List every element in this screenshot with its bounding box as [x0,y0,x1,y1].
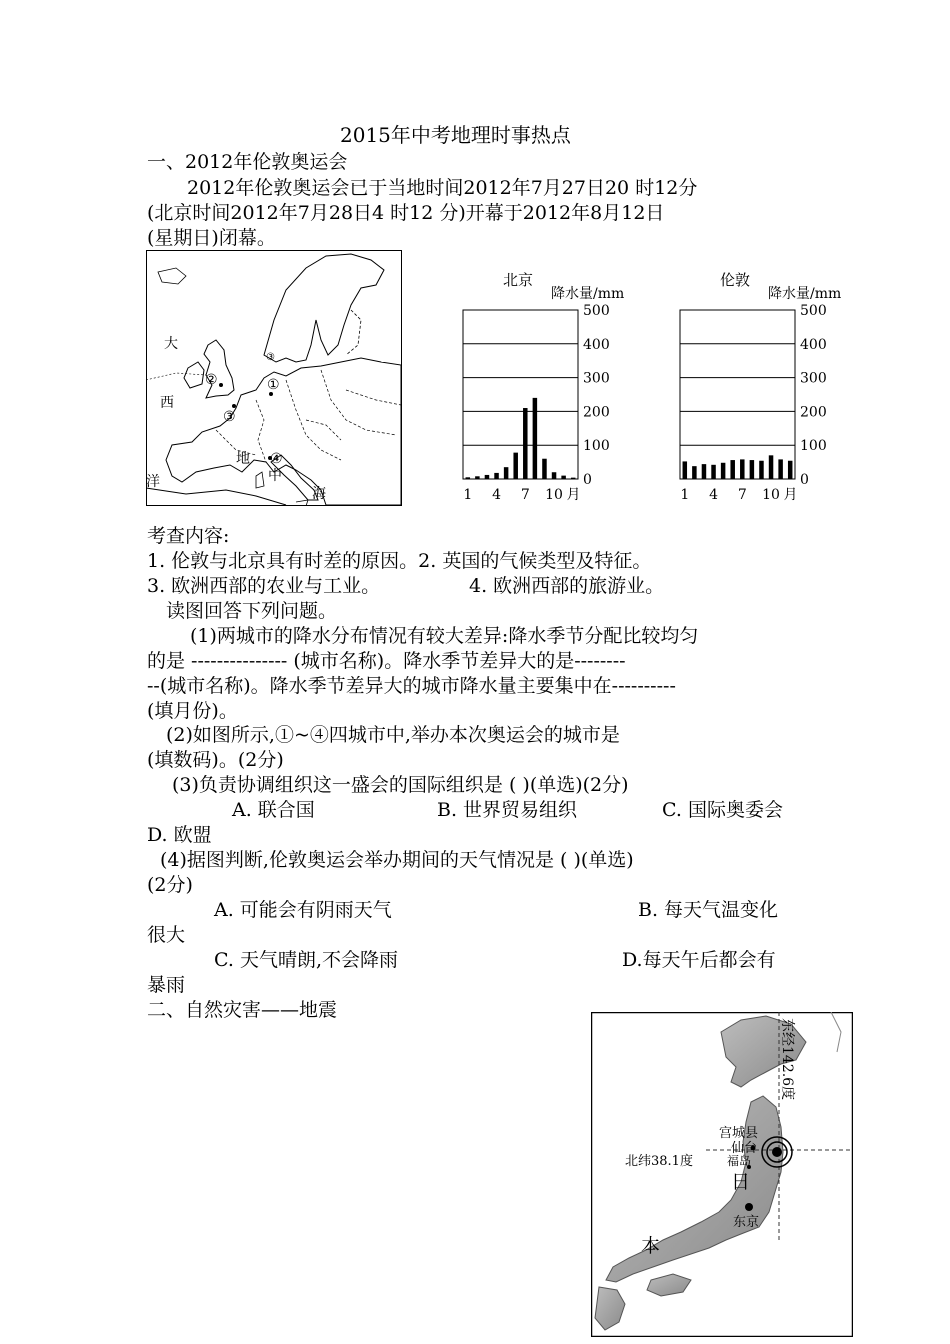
london-chart-title: 伦敦 [720,271,751,289]
beijing-chart-ytick: 100 [583,438,610,455]
beijing-chart-ytick: 400 [583,336,610,353]
beijing-chart-ytick: 200 [583,404,610,421]
map-label-xi: 西 [160,395,174,411]
beijing-chart-bar [485,475,490,479]
london-chart-ytick: 300 [800,370,827,387]
longitude-label: 东经142.6度 [779,1018,795,1101]
london-chart-xtick: 7 [737,487,747,503]
q3-option-a: A. 联合国 [232,799,315,821]
q2-line-1: (2)如图所示,①~④四城市中,举办本次奥运会的城市是 [166,724,620,746]
instruction: 读图回答下列问题。 [166,600,338,622]
map-label-yang: 洋 [146,474,160,490]
q2-line-2: (填数码)。(2分) [147,749,284,771]
london-chart-ytick: 500 [800,303,827,319]
page-title: 2015年中考地理时事热点 [340,123,571,147]
intro-line-1: 2012年伦敦奥运会已于当地时间2012年7月27日20 时12分 [187,177,698,199]
section2-heading: 二、自然灾害——地震 [147,999,338,1021]
q4-option-d: D.每天午后都会有 [622,949,776,971]
beijing-chart-bar [523,408,528,479]
city-marker-4: ④ [270,451,283,467]
city-marker-2: ② [205,372,218,388]
london-chart-ytick: 400 [800,336,827,353]
ben-label: 本 [641,1235,661,1257]
q1-line-4: (填月份)。 [147,700,238,722]
beijing-chart-bar [504,467,509,479]
map-label-hai: 海 [312,486,326,502]
london-chart-bar [769,455,774,479]
london-chart-ylabel: 降水量/mm [768,286,842,302]
content-line-2b: 4. 欧洲西部的旅游业。 [469,575,665,597]
fukushima-label: 福岛 [727,1154,752,1168]
japan-map [591,1012,853,1337]
london-chart-bar [683,461,688,479]
latitude-label: 北纬38.1度 [625,1154,693,1169]
q3-line-1: (3)负责协调组织这一盛会的国际组织是 ( )(单选)(2分) [172,774,629,796]
london-chart-frame [680,310,795,479]
beijing-chart-bar [542,459,547,479]
beijing-chart [455,265,640,510]
map-label-da: 大 [164,336,178,352]
miyagi-label: 宫城县 [719,1126,759,1141]
city-marker-3: ③ [223,409,236,425]
q4-option-a: A. 可能会有阴雨天气 [214,899,392,921]
beijing-chart-xtick: 10 [545,487,563,503]
svg-text:③: ③ [266,352,275,363]
london-chart-bar [692,466,697,479]
q4-line-1: (4)据图判断,伦敦奥运会举办期间的天气情况是 ( )(单选) [160,849,634,871]
beijing-chart-bar [571,478,576,479]
beijing-chart-bar [494,473,499,479]
london-chart-xtick: 10 [762,487,780,503]
london-chart-bar [730,460,735,479]
london-chart-ytick: 0 [800,472,809,488]
section1-heading: 一、2012年伦敦奥运会 [147,151,348,173]
beijing-chart-ytick: 500 [583,303,610,319]
q3-option-b: B. 世界贸易组织 [437,799,578,821]
beijing-chart-bar [513,453,518,479]
europe-map [146,250,402,506]
q4-option-c: C. 天气晴朗,不会降雨 [214,949,398,971]
london-chart-bar [750,460,755,479]
beijing-chart-ytick: 0 [583,472,592,488]
london-chart-ytick: 200 [800,404,827,421]
london-chart-bar [788,461,793,479]
content-label: 考查内容: [147,525,230,547]
beijing-chart-ytick: 300 [583,370,610,387]
london-chart-ytick: 100 [800,438,827,455]
city-marker-1: ① [267,377,280,393]
london-chart-xtick: 1 [680,487,690,503]
london-chart-bar [711,465,716,479]
map-label-zhong: 中 [268,468,282,484]
q4-option-b-cont: 很大 [147,924,186,946]
content-line-2a: 3. 欧洲西部的农业与工业。 [147,575,381,597]
london-chart-xtick: 4 [709,487,719,503]
q4-line-2: (2分) [147,874,193,896]
beijing-chart-bar [552,472,557,479]
beijing-chart-xtick: 7 [520,487,530,503]
london-chart-bar [759,461,764,479]
beijing-chart-frame [463,310,578,479]
sendai-label: 仙台 [731,1141,758,1156]
london-chart-bar [778,459,783,479]
london-chart-bar [702,464,707,479]
map-label-di: 地 [236,451,250,467]
content-line-1: 1. 伦敦与北京具有时差的原因。2. 英国的气候类型及特征。 [147,550,652,572]
q1-line-1: (1)两城市的降水分布情况有较大差异:降水季节分配比较均匀 [190,625,699,647]
ri-label: 日 [731,1171,751,1193]
beijing-chart-bar [533,398,538,479]
beijing-chart-ylabel: 降水量/mm [551,286,625,302]
london-chart [672,265,857,510]
beijing-chart-xlabel: 月 [566,487,581,503]
london-chart-bar [721,463,726,479]
beijing-chart-title: 北京 [503,271,534,289]
q1-line-3: --(城市名称)。降水季节差异大的城市降水量主要集中在---------- [147,675,676,697]
q1-line-2: 的是 --------------- (城市名称)。降水季节差异大的是-------- [147,650,626,672]
tokyo-label: 东京 [733,1215,760,1230]
beijing-chart-xtick: 4 [492,487,502,503]
q4-option-d-cont: 暴雨 [147,974,186,996]
beijing-chart-bar [561,476,566,479]
beijing-chart-bar [466,477,471,479]
q3-option-d: D. 欧盟 [147,824,212,846]
beijing-chart-xtick: 1 [463,487,473,503]
london-chart-xlabel: 月 [783,487,798,503]
london-chart-bar [740,459,745,479]
q4-option-b: B. 每天气温变化 [638,899,779,921]
q3-option-c: C. 国际奥委会 [662,799,783,821]
intro-line-2: (北京时间2012年7月28日4 时12 分)开幕于2012年8月12日 [147,202,665,224]
intro-line-3: (星期日)闭幕。 [147,227,276,249]
beijing-chart-bar [475,476,480,479]
